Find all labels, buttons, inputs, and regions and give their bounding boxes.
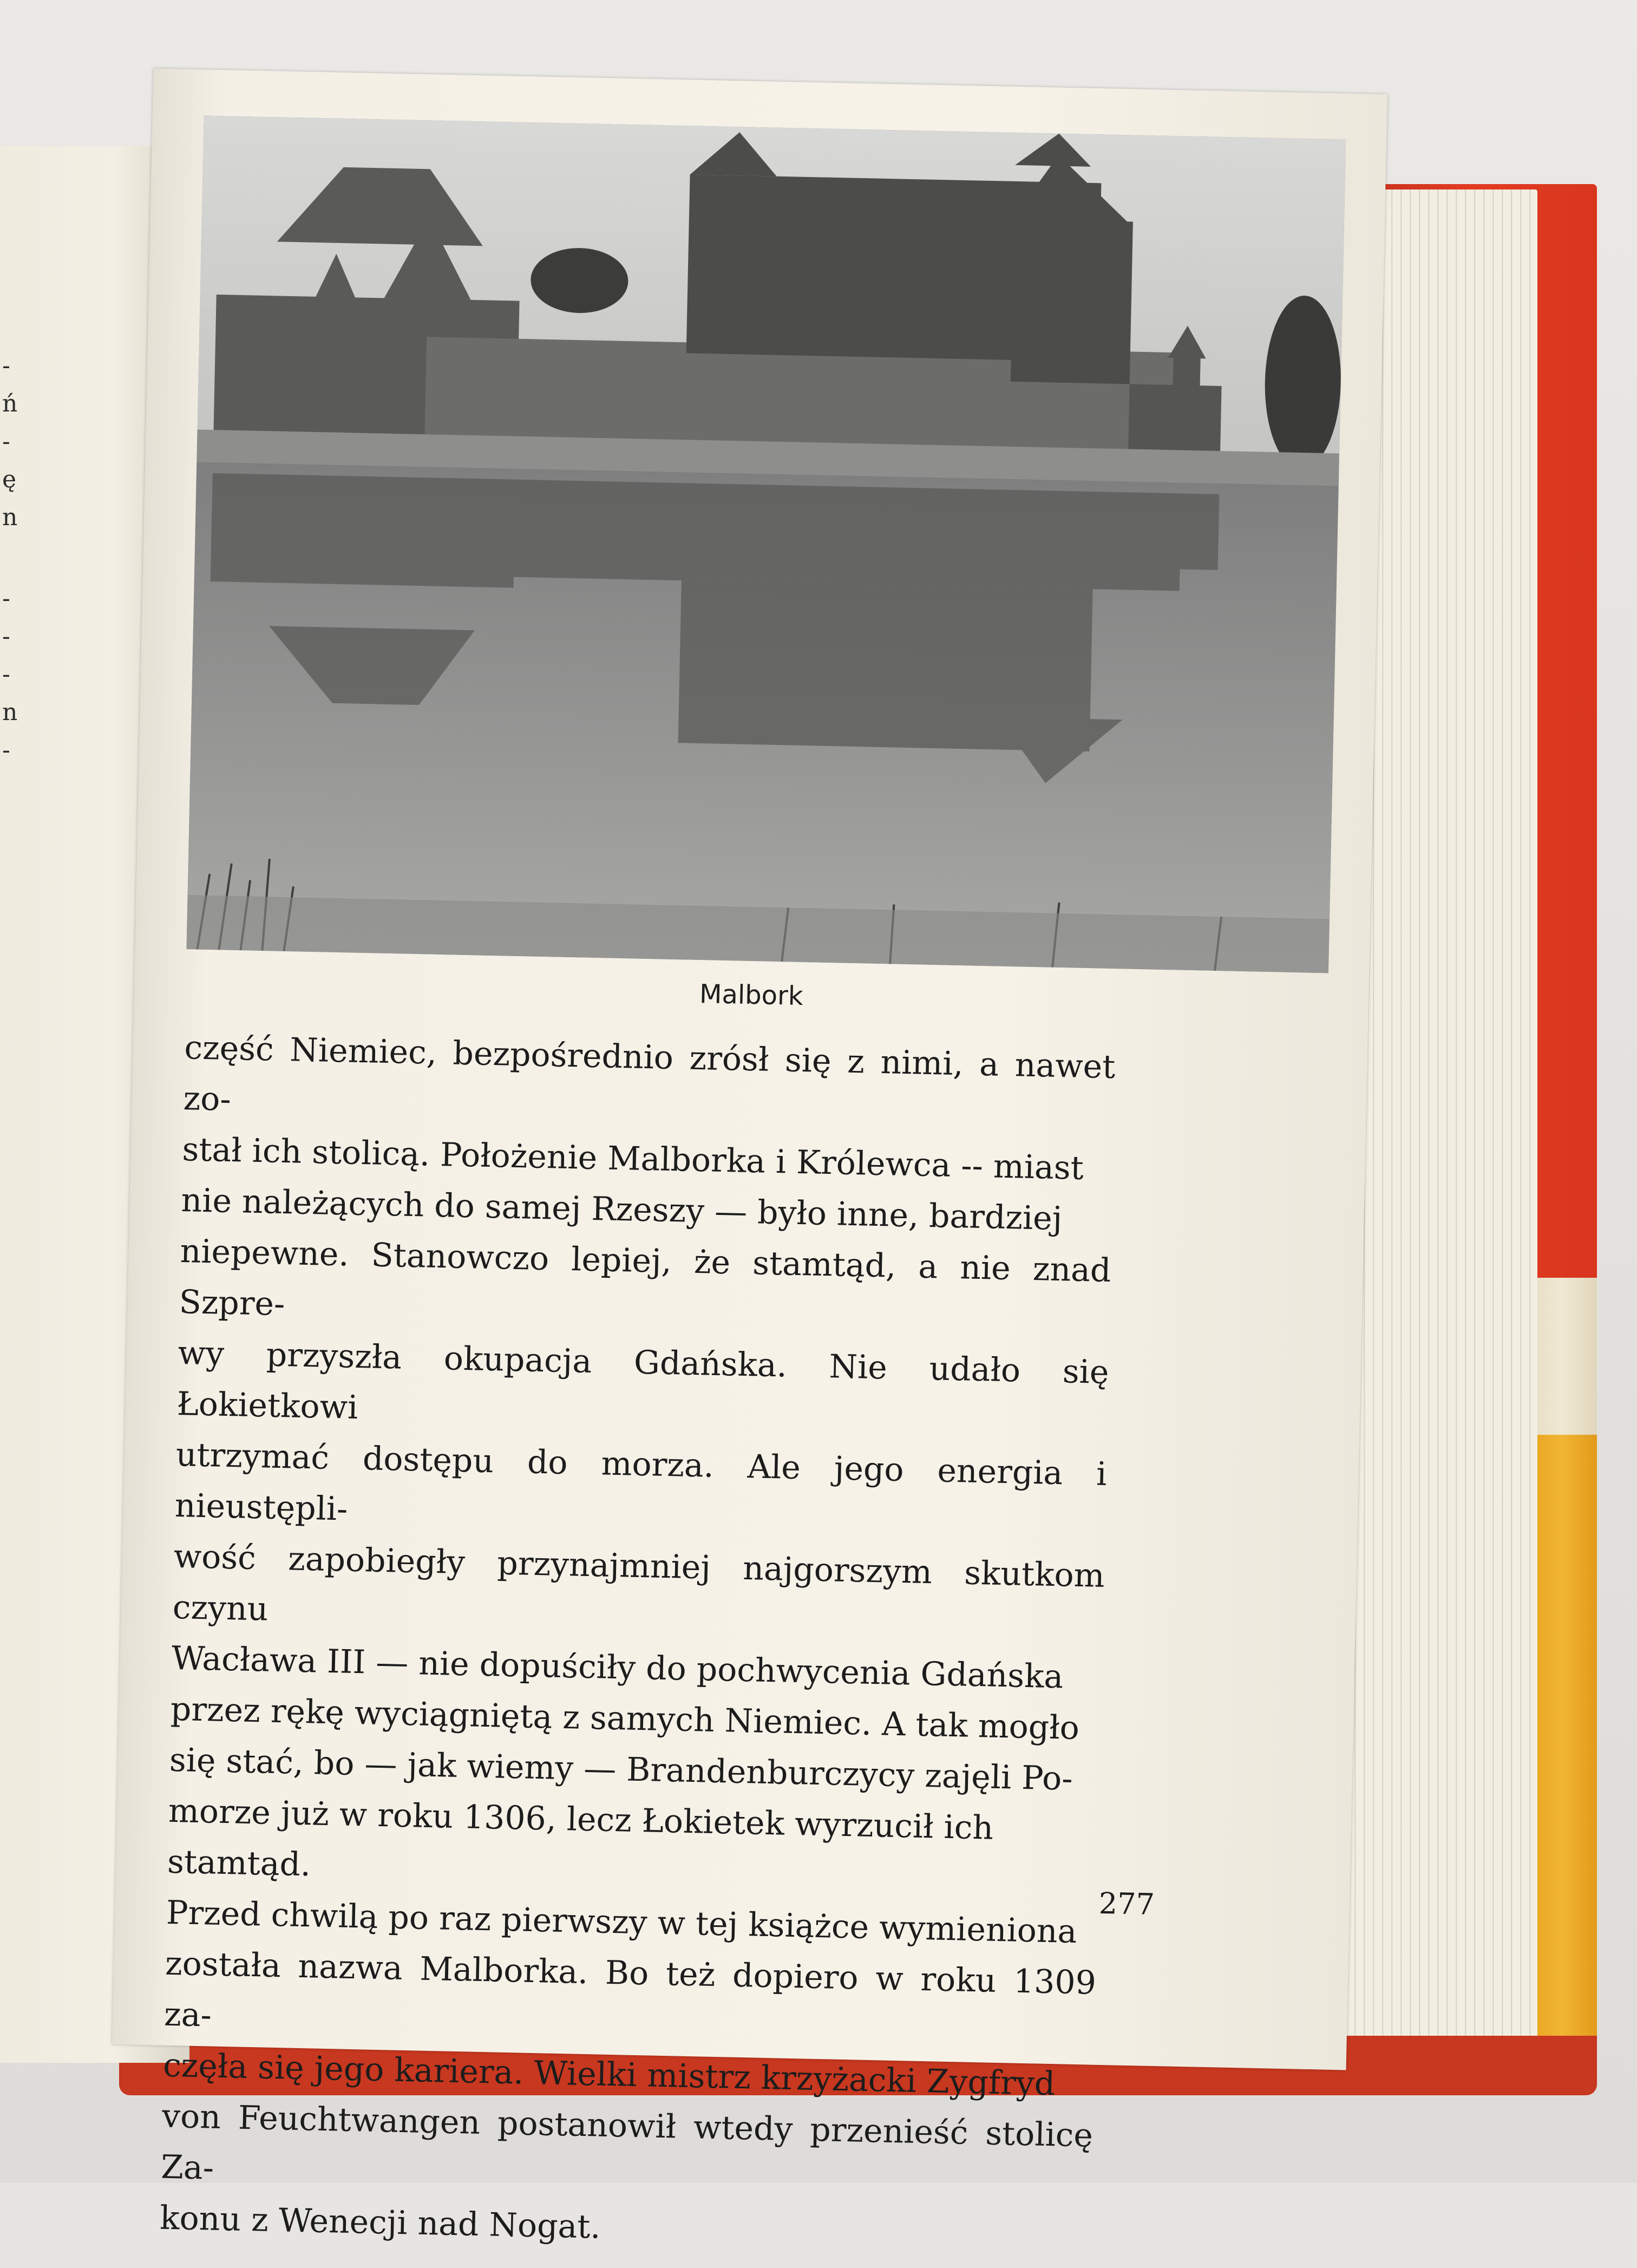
edge-char: n (2, 698, 18, 726)
edge-char: - (2, 661, 10, 688)
edge-char: - (2, 585, 10, 612)
photo-caption: Malbork (699, 979, 804, 1012)
edge-char: - (2, 623, 10, 650)
edge-char: - (2, 352, 10, 380)
book-page (112, 69, 1387, 2246)
castle-illustration (186, 115, 1346, 973)
paragraph-2: Przed chwilą po raz pierwszy w tej książce wymieniona została nazwa Malborka. Bo też dopiero w roku 1309 za- częła się jego kariera. Wielki mistrz krzyżacki Zygfryd von Feuchtwangen postanowił wtedy przenieść stolicę Za- konu z Wenecji nad Nogat. (159, 1893, 1097, 2246)
paragraph-1: część Niemiec, bezpośrednio zrósł się z nimi, a nawet zo- stał ich stolicą. Położenie Malborka i Królewca -- miast nie należących do samej Rzeszy — było inne, bardziej niepewne. Stanowczo lepiej, że stamtąd, a nie znad Szpre- wy przyszła okupacja Gdańska. Nie udało się Łokietkowi utrzymać dostępu do morza. Ale jego energia i nieustępli- wość zapobiegły przynajmniej najgorszym skutkom czynu Wacława III — nie dopuściły do pochwycenia Gdańska przez rękę wyciągniętą z samych Niemiec. A tak mogło się stać, bo — jak wiemy — Brandenburczycy zajęli Po- morze już w roku 1306, lecz Łokietek wyrzucił ich stamtąd. (167, 1029, 1116, 1884)
edge-char: n (2, 504, 18, 531)
page-number: 277 (1098, 1886, 1155, 1921)
edge-char: ń (2, 390, 18, 417)
body-text (159, 1022, 1116, 2263)
edge-char: - (2, 428, 10, 455)
castle-photograph (186, 115, 1346, 973)
edge-char: ę (2, 466, 17, 493)
edge-char: - (2, 736, 10, 764)
left-page-edge-text (0, 146, 38, 2063)
